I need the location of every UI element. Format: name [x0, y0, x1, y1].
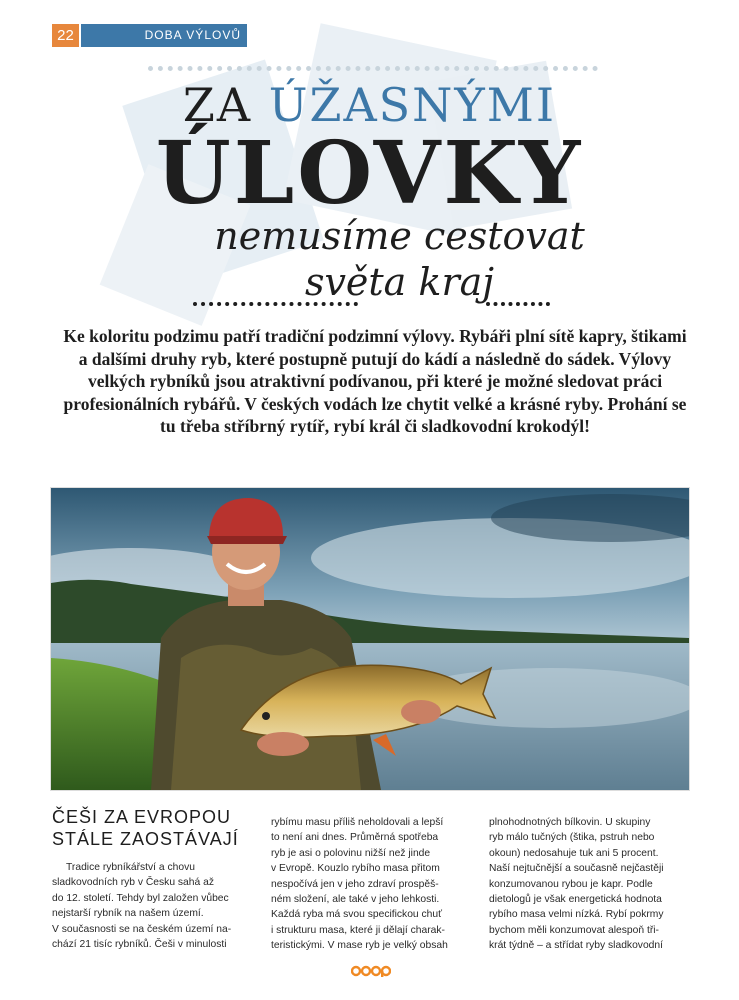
text-line: Naší nejtučnější a současně nejčastěji: [489, 863, 664, 875]
section-label: DOBA VÝLOVŮ: [81, 24, 247, 47]
headline-line-3: nemusíme cestovat: [214, 214, 585, 258]
text-line: bychom měli konzumovat alespoň tři-: [489, 924, 659, 936]
headline-line-4: světa kraj: [304, 260, 495, 304]
text-column-1: [52, 860, 252, 952]
page-number: 22: [52, 24, 79, 47]
text-line: teristickými. V mase ryb je velký obsah: [271, 940, 448, 952]
article-heading-line: ČEŠI ZA EVROPOU: [52, 807, 232, 827]
text-line: okoun) nedosahuje tuk ani 5 procent.: [489, 847, 659, 859]
headline-blue-word: ÚŽASNÝMI: [268, 78, 557, 132]
headline-line-2: ÚLOVKY: [155, 123, 584, 224]
text-line: dietologů je však energetická hodnota: [489, 894, 662, 906]
text-line: rybímu masu příliš neholdovali a lepší: [271, 817, 444, 828]
coop-logo: [351, 963, 391, 977]
article-heading-line: STÁLE ZAOSTÁVAJÍ: [52, 829, 239, 849]
text-line: chází 21 tisíc rybníků. Češi v minulosti: [52, 939, 227, 951]
text-line: to není ani dnes. Průměrná spotřeba: [271, 832, 439, 844]
text-line: nespočívá jen v jeho zdraví prospěš-: [271, 878, 439, 890]
text-line: i strukturu masa, které ji dělají charak-: [271, 924, 445, 936]
text-line: krát týdně – a střídat ryby sladkovodní: [489, 940, 663, 952]
text-line: konzumovanou rybou je kapr. Podle: [489, 878, 653, 890]
text-line: rybího masa velmi nízká. Rybí pokrmy: [489, 909, 664, 921]
text-line: plnohodnotných bílkovin. U skupiny: [489, 817, 651, 828]
text-column-2: [271, 815, 476, 954]
text-line: Každá ryba má svou specifickou chuť: [271, 909, 442, 921]
text-line: nejstarší rybník na našem území.: [52, 908, 204, 920]
lead-paragraph: Ke koloritu podzimu patří tradiční podzimní výlovy. Rybáři plní sítě kapry, štikami a dalšími druhy ryb, které postupně putují do kádí a následně do sádek. Výlovy velkých rybníků jsou atraktivní podívanou, při které je možné sledovat práci profesionálních rybářů. V českých vodách lze chytit velké a krásné ryby. Prohání se tu třeba stříbrný rytíř, rybí král či sladkovodní krokodýl!: [63, 326, 687, 436]
article-heading: [52, 806, 252, 850]
fisherman-photo: [51, 488, 689, 790]
dotted-divider: [148, 66, 598, 71]
text-line: ném složení, ale také v jeho lehkosti.: [271, 894, 440, 906]
text-line: V současnosti se na českém území na-: [52, 923, 232, 935]
text-line: do 12. století. Tehdy byl založen vůbec: [52, 892, 229, 904]
text-line: v Evropě. Kouzlo rybího masa přitom: [271, 863, 440, 875]
text-line: ryb je asi o polovinu nižší než jinde: [271, 847, 431, 859]
text-line: ryb málo tučných (štika, pstruh nebo: [489, 832, 655, 844]
text-line: sladkovodních ryb v Česku sahá až: [52, 877, 214, 889]
text-line: Tradice rybníkářství a chovu: [66, 862, 195, 873]
headline-dark-word: ZA: [182, 78, 269, 132]
text-column-3: [489, 815, 689, 954]
